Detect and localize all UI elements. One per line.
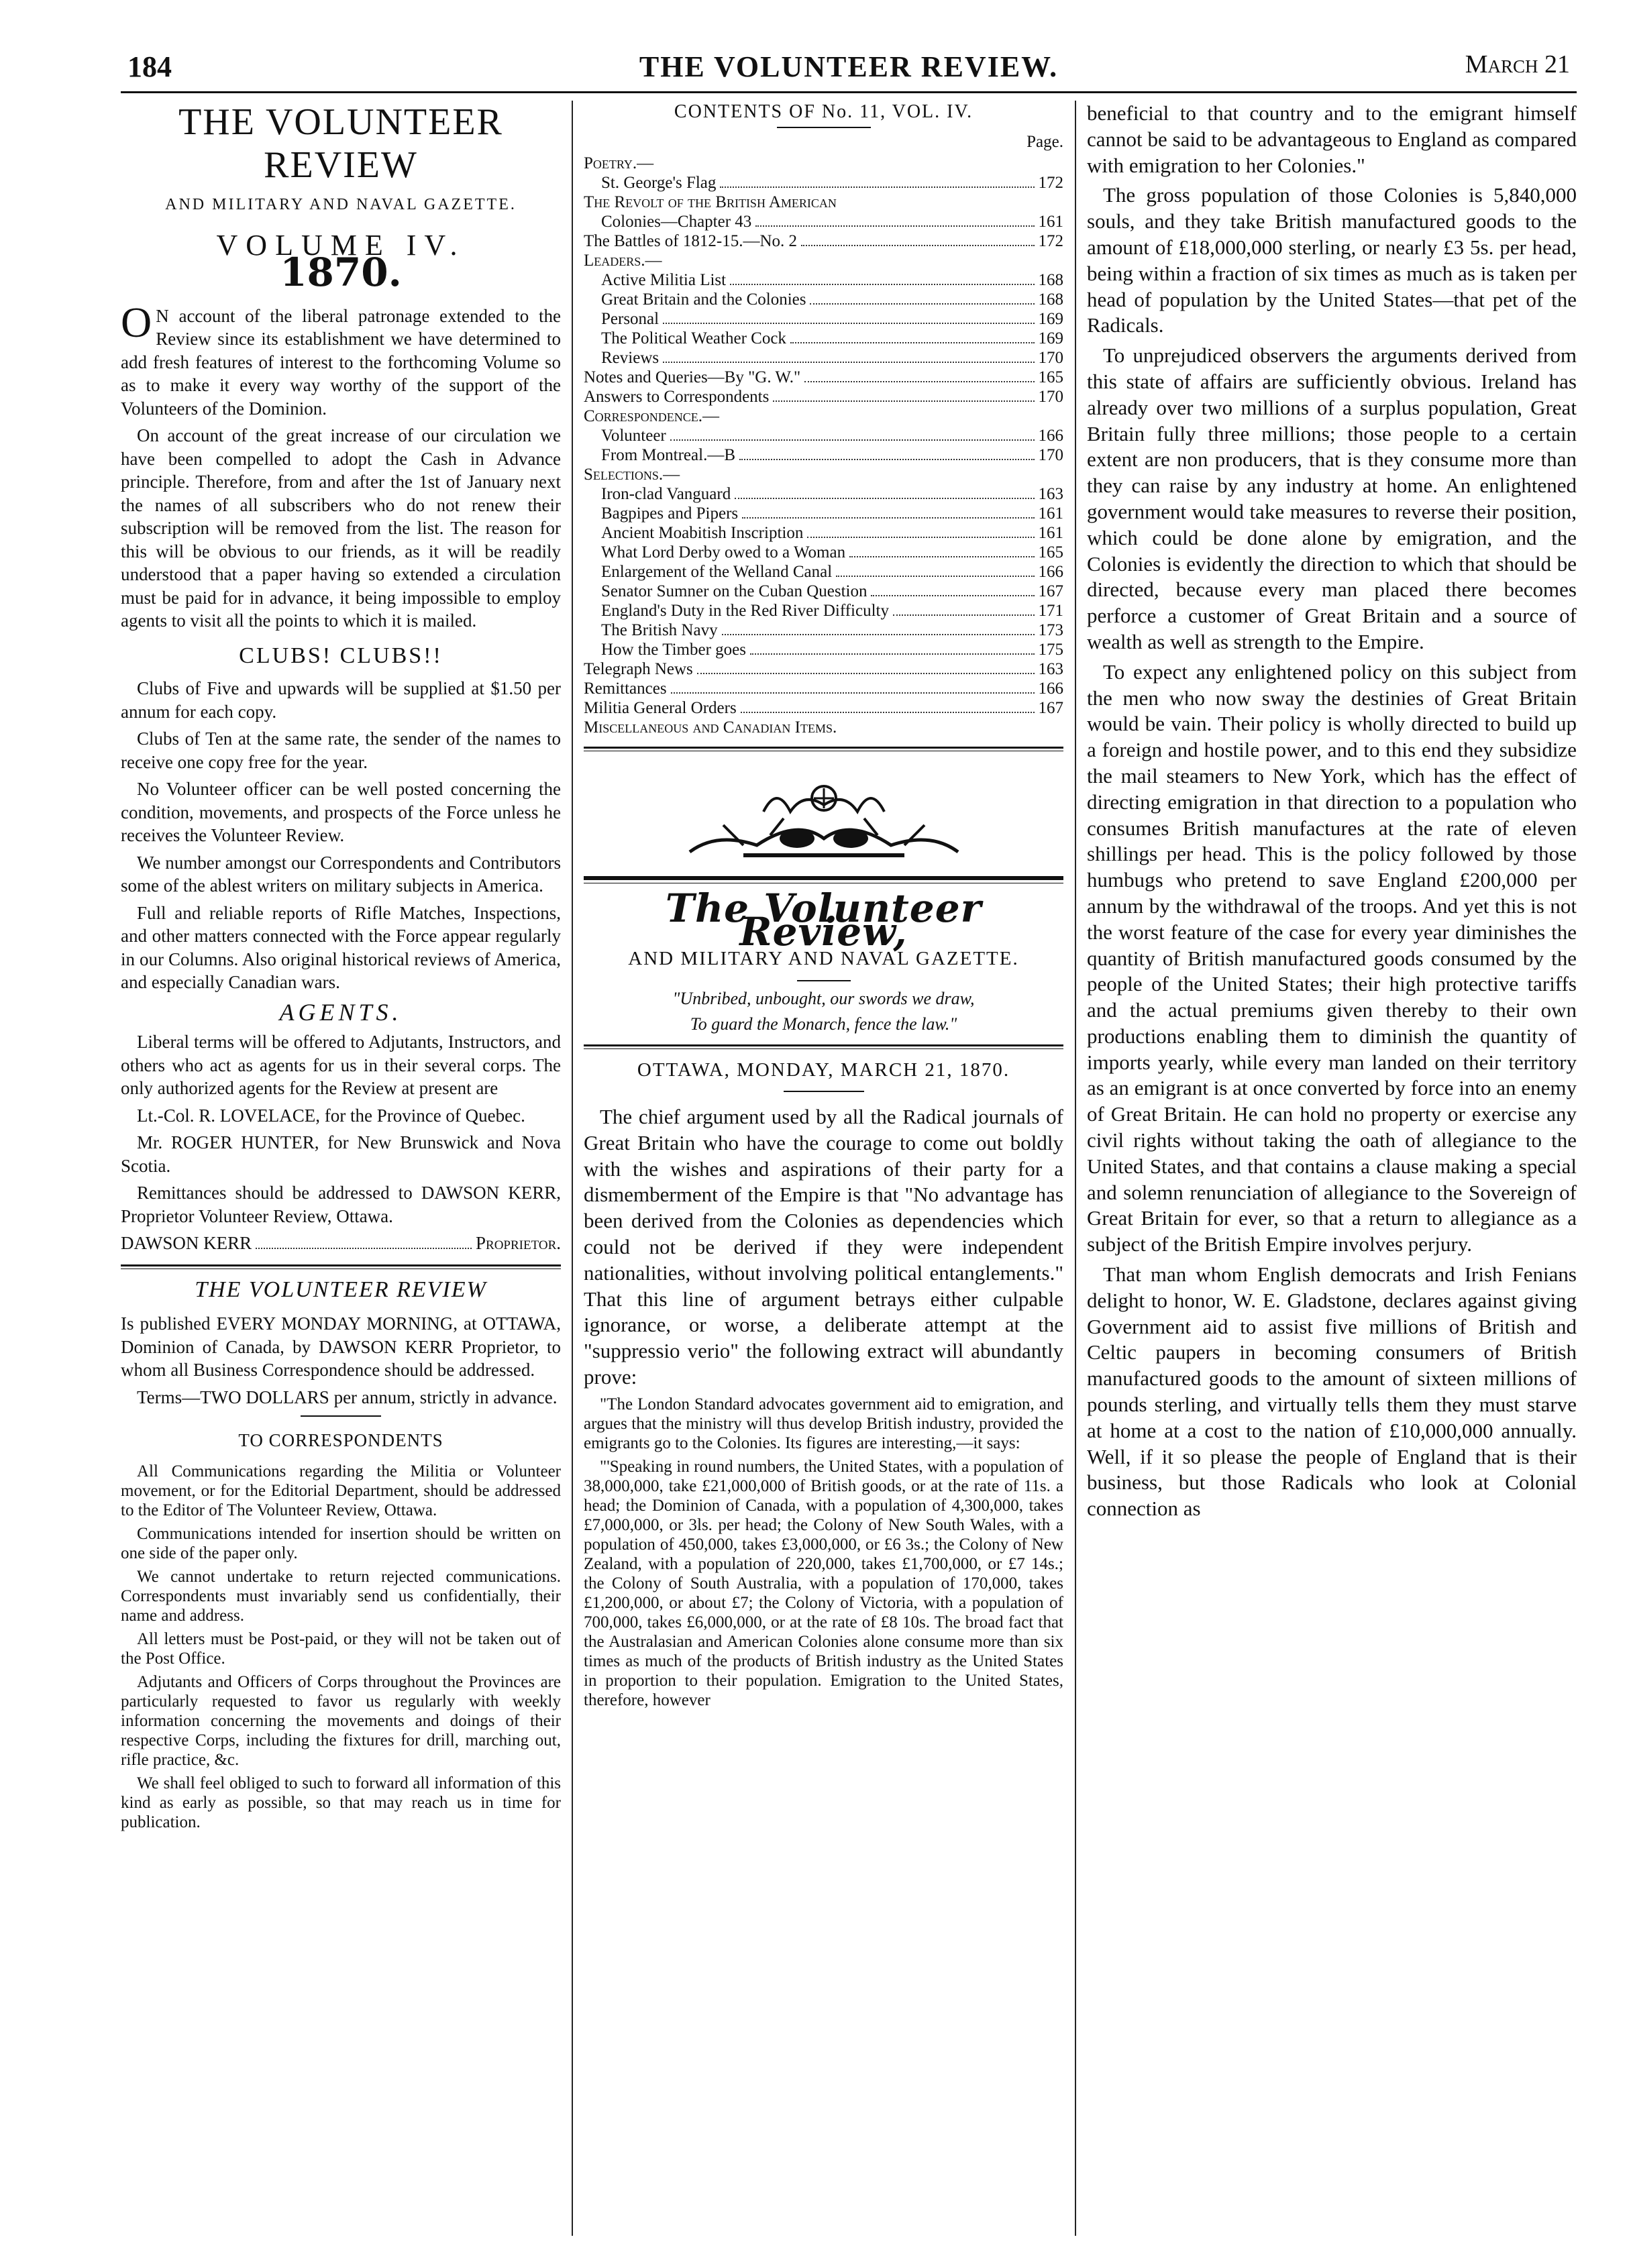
toc-page: 169 bbox=[1038, 329, 1063, 347]
toc-row bbox=[584, 426, 1063, 445]
toc-label: Active Militia List bbox=[601, 271, 727, 289]
toc-label: Enlargement of the Welland Canal bbox=[601, 563, 833, 581]
toc-row bbox=[584, 231, 1063, 251]
motto-line-1: "Unbribed, unbought, our swords we draw, bbox=[672, 988, 975, 1008]
toc-label: What Lord Derby owed to a Woman bbox=[601, 543, 846, 561]
article-quote: "'Speaking in round numbers, the United States, with a population of 38,000,000, take £21,000,000 of British goods, or at the rate of 11s. a head; the Dominion of Canada, with a population of 4,300,000, takes £7,000,000, or 3ls. per head; the Colony of New South Wales, with a population of 450,000, takes £3,000,000, or £6 3s.; the Colony of New Zealand, with a population of 220,000, takes £1,700,000, or £7 14s.; the Colony of South Australia, with a population of 170,000, takes £1,200,000, or about £7; the Colony of Victoria, with a population of 700,000, takes £6,000,000, or at the rate of £8 10s. The broad fact that the Australasian and American Colonies alone consume more than six times as much of the products of British industry as the United States in proportion to their population. Emigration to the United States, therefore, however bbox=[584, 1457, 1063, 1709]
toc-page: 165 bbox=[1038, 368, 1063, 386]
toc-label: How the Timber goes bbox=[601, 641, 746, 659]
toc-row bbox=[584, 173, 1063, 193]
toc-label: Reviews bbox=[601, 349, 660, 367]
toc-row bbox=[584, 368, 1063, 387]
toc-row bbox=[584, 309, 1063, 329]
article-paragraph: The chief argument used by all the Radical journals of Great Britain who have the courage to come out boldly with the wishes and aspirations of their party for a dismemberment of the Empire is that "No advantage has been derived from the Colonies as dependencies which could not be derived if they were independent nationalities, without involving political entanglements." That this line of argument betrays either culpable ignorance, or worse, a deliberate attempt at the "suppressio verio" the following extract will abundantly prove: bbox=[584, 1105, 1063, 1389]
toc-leader bbox=[836, 562, 1034, 577]
toc-row bbox=[584, 484, 1063, 504]
toc-label: Poetry.— bbox=[584, 154, 654, 172]
toc-leader bbox=[663, 309, 1034, 324]
toc-label: Colonies—Chapter 43 bbox=[601, 213, 752, 231]
short-divider bbox=[784, 1091, 864, 1092]
toc-page: 166 bbox=[1038, 427, 1063, 445]
toc-label: Miscellaneous and Canadian Items. bbox=[584, 718, 837, 737]
agents-paragraph: Remittances should be addressed to DAWSON KERR, Proprietor Volunteer Review, Ottawa. bbox=[121, 1183, 561, 1226]
toc-page: 161 bbox=[1038, 213, 1063, 231]
toc-page: 163 bbox=[1038, 485, 1063, 503]
toc-page: 165 bbox=[1038, 543, 1063, 561]
toc-leader bbox=[697, 659, 1035, 674]
intro-paragraph: O N account of the liberal patronage extended to the Review since its establishment we have determined to add fresh features of interest to the forthcoming Volume so as to make it every way worthy of the support of the Volunteers of the Dominion. bbox=[121, 298, 561, 419]
agents-paragraph: Lt.-Col. R. LOVELACE, for the Province of Quebec. bbox=[137, 1105, 525, 1126]
correspondents-heading: TO CORRESPONDENTS bbox=[238, 1430, 443, 1450]
toc-label: Volunteer bbox=[601, 427, 666, 445]
toc-page: 169 bbox=[1038, 310, 1063, 328]
toc-label: St. George's Flag bbox=[601, 174, 717, 192]
drop-cap: O bbox=[121, 298, 152, 346]
toc-label: Correspondence.— bbox=[584, 407, 719, 425]
toc-label: Militia General Orders bbox=[584, 699, 737, 717]
toc-leader bbox=[720, 173, 1034, 188]
toc-row bbox=[584, 270, 1063, 290]
table-of-contents bbox=[584, 154, 1063, 737]
clubs-heading: CLUBS! CLUBS!! bbox=[239, 643, 443, 668]
toc-leader bbox=[741, 698, 1035, 713]
toc-label: From Montreal.—B bbox=[601, 446, 735, 464]
toc-leader bbox=[893, 601, 1035, 616]
short-divider bbox=[797, 980, 851, 981]
article-paragraph: To expect any enlightened policy on this subject from the men who now sway the destinies of Great Britain would be vain. Their policy is wholly directed to build up a foreign and hostile power, and to this end they subsidize the mail steamers to New York, which has the effect of directing emigration in that direction to a population who consumes British manufactures at the rate of eleven shillings per head. This is the policy followed by those humbugs who pretend to save England £200,000 per annum by the withdrawal of the troops. And yet this is not the worst feature of the case for every year diminishes the quantity of British manufactured goods consumed by the people of the United States; their high protective tariffs and the actual premiums given thereby to their own productions enabling them to diminish the quantity of imports yearly, while every man landed on their territory as an emigrant is at once converted by force into an enemy of Great Britain. He can hold no property or exercise any civil rights without taking the oath of allegiance to the United States, and that contains a clause making a special and solemn renunciation of allegiance to the Sovereign of Great Britain for ever, so that a return to allegiance as a subject of the British Empire involves perjury. bbox=[1087, 659, 1577, 1256]
nameplate: The Volunteer Review, bbox=[665, 885, 982, 955]
correspondents-paragraph: We shall feel obliged to such to forward all information of this kind as early as possible, so that may reach us in time for publication. bbox=[121, 1774, 561, 1831]
toc-label: England's Duty in the Red River Difficulty bbox=[601, 602, 889, 620]
review-heading: THE VOLUNTEER REVIEW bbox=[195, 1277, 487, 1302]
toc-leader bbox=[722, 620, 1035, 635]
correspondents-paragraph: We cannot undertake to return rejected communications. Correspondents must invariably send us confidentially, their name and address. bbox=[121, 1567, 561, 1625]
clubs-paragraph: Clubs of Five and upwards will be supplied at $1.50 per annum for each copy. bbox=[121, 678, 561, 722]
toc-leader bbox=[810, 290, 1034, 305]
article-paragraph: beneficial to that country and to the emigrant himself cannot be said to be advantageous to England as compared with emigration to her Colonies." bbox=[1087, 101, 1577, 177]
correspondents-paragraph: Communications intended for insertion should be written on one side of the paper only. bbox=[121, 1524, 561, 1562]
toc-row bbox=[584, 601, 1063, 620]
contents-page-label: Page. bbox=[1027, 132, 1063, 151]
toc-row bbox=[584, 562, 1063, 582]
column-rule bbox=[572, 101, 573, 2236]
toc-leader bbox=[670, 426, 1035, 441]
agents-paragraph: Liberal terms will be offered to Adjutants, Instructors, and others who act as agents for us in their several corps. The only authorized agents for the Review at present are bbox=[121, 1032, 561, 1098]
toc-page: 170 bbox=[1038, 349, 1063, 367]
clubs-paragraph: We number amongst our Correspondents and Contributors some of the ablest writers on military subjects in America. bbox=[121, 852, 561, 896]
toc-page: 166 bbox=[1038, 563, 1063, 581]
article-quote: "The London Standard advocates government aid to emigration, and argues that the ministry will thus develop British industry, provided the emigrants go to the Colonies. Its figures are interesting,—it says: bbox=[584, 1395, 1063, 1452]
motto-line-2: To guard the Monarch, fence the law." bbox=[690, 1014, 957, 1034]
toc-label: Selections.— bbox=[584, 466, 680, 484]
publishing-notice: Is published EVERY MONDAY MORNING, at OTTAWA, Dominion of Canada, by DAWSON KERR Proprietor, to whom all Business Correspondence should be addressed. bbox=[121, 1313, 561, 1380]
article-paragraph: That man whom English democrats and Irish Fenians delight to honor, W. E. Gladstone, declares against giving Government aid to assist five millions of British and Celtic paupers in becoming consumers of British manufactured goods to the amount of sixteen millions of pounds sterling, and virtually tells them they must starve at home at a cost to the nation of £10,000,000 annually. Well, if it so please the people of England that is their business, but those Radicals who look at Colonial connection as bbox=[1087, 1262, 1577, 1521]
toc-page: 167 bbox=[1038, 582, 1063, 600]
volume-heading: VOLUME IV. bbox=[216, 228, 466, 262]
toc-leader bbox=[871, 582, 1034, 596]
toc-page: 166 bbox=[1038, 680, 1063, 698]
toc-leader bbox=[663, 348, 1034, 363]
section-divider bbox=[584, 747, 1063, 751]
toc-label: Senator Sumner on the Cuban Question bbox=[601, 582, 867, 600]
correspondents-paragraph: All Communications regarding the Militia or Volunteer movement, or for the Editorial Department, should be addressed to the Editor of The Volunteer Review, Ottawa. bbox=[121, 1462, 561, 1519]
toc-page: 170 bbox=[1038, 388, 1063, 406]
clubs-paragraph: No Volunteer officer can be well posted concerning the condition, movements, and prospects of the Force unless he receives the Volunteer Review. bbox=[121, 779, 561, 845]
toc-row bbox=[584, 212, 1063, 231]
toc-page: 173 bbox=[1038, 621, 1063, 639]
short-divider bbox=[301, 1415, 381, 1417]
agents-heading: AGENTS. bbox=[279, 998, 403, 1026]
page-number: 184 bbox=[127, 50, 172, 83]
toc-row bbox=[584, 698, 1063, 718]
toc-leader bbox=[801, 231, 1034, 246]
running-title: THE VOLUNTEER REVIEW. bbox=[639, 50, 1059, 83]
column-1 bbox=[121, 101, 561, 2241]
toc-page: 167 bbox=[1038, 699, 1063, 717]
correspondents-paragraph: Adjutants and Officers of Corps throughout the Provinces are particularly requested to favor us regularly with weekly information concerning the movements and doings of their respective Corps, including the fixtures for drill, marching out, rifle practice, &c. bbox=[121, 1672, 561, 1769]
toc-row bbox=[584, 582, 1063, 601]
toc-row bbox=[584, 640, 1063, 659]
toc-label: The British Navy bbox=[601, 621, 718, 639]
toc-leader bbox=[807, 523, 1034, 538]
toc-row bbox=[584, 465, 1063, 484]
toc-row bbox=[584, 620, 1063, 640]
toc-page: 170 bbox=[1038, 446, 1063, 464]
toc-row bbox=[584, 251, 1063, 270]
toc-page: 172 bbox=[1038, 232, 1063, 250]
crest-ornament-icon bbox=[663, 771, 985, 872]
dateline: OTTAWA, MONDAY, MARCH 21, 1870. bbox=[637, 1059, 1010, 1081]
toc-page: 168 bbox=[1038, 271, 1063, 289]
toc-label: Remittances bbox=[584, 680, 667, 698]
advance-paragraph: On account of the great increase of our circulation we have been compelled to adopt the Cash in Advance principle. Therefore, from and after the 1st of January next the names of all subscribers who do not renew their subscription will be removed from the list. The reason for this will be obvious to our friends, as it will be readily understood that a paper having so extended a circulation must be paid for in advance, it being impossible to employ agents to visit all the points to which it is mailed. bbox=[121, 425, 561, 631]
toc-label: The Revolt of the British American bbox=[584, 193, 837, 211]
toc-leader bbox=[739, 445, 1035, 460]
section-divider bbox=[584, 1044, 1063, 1049]
toc-page: 168 bbox=[1038, 290, 1063, 309]
toc-leader bbox=[730, 270, 1034, 285]
running-date: March 21 bbox=[1465, 50, 1570, 78]
toc-row bbox=[584, 407, 1063, 426]
toc-row bbox=[584, 679, 1063, 698]
clubs-paragraph: Full and reliable reports of Rifle Matches, Inspections, and other matters connected with the Force appear regularly in our Columns. Also original historical reviews of America, and especially Canadian wars. bbox=[121, 902, 561, 992]
toc-leader bbox=[671, 679, 1035, 694]
toc-row bbox=[584, 154, 1063, 173]
toc-label: Leaders.— bbox=[584, 252, 662, 270]
toc-leader bbox=[755, 212, 1034, 227]
toc-row bbox=[584, 523, 1063, 543]
year-heading: 1870. bbox=[280, 250, 402, 295]
masthead bbox=[121, 44, 1577, 93]
toc-row bbox=[584, 718, 1063, 737]
terms-notice: Terms—TWO DOLLARS per annum, strictly in advance. bbox=[137, 1387, 558, 1407]
column-rule bbox=[1075, 101, 1076, 2236]
toc-row bbox=[584, 504, 1063, 523]
clubs-paragraph: Clubs of Ten at the same rate, the sender of the names to receive one copy free for the year. bbox=[121, 728, 561, 772]
nameplate-subtitle: AND MILITARY AND NAVAL GAZETTE. bbox=[628, 948, 1019, 969]
toc-label: Telegraph News bbox=[584, 660, 693, 678]
toc-page: 172 bbox=[1038, 174, 1063, 192]
toc-page: 161 bbox=[1038, 504, 1063, 523]
agents-paragraph: Mr. ROGER HUNTER, for New Brunswick and Nova Scotia. bbox=[121, 1132, 561, 1176]
toc-label: The Battles of 1812-15.—No. 2 bbox=[584, 232, 798, 250]
toc-row bbox=[584, 193, 1063, 212]
toc-leader bbox=[773, 387, 1034, 402]
ornament-rule bbox=[584, 876, 1063, 880]
proprietor-line: DAWSON KERR Proprietor. bbox=[121, 1233, 561, 1253]
toc-page: 171 bbox=[1038, 602, 1063, 620]
toc-label: Bagpipes and Pipers bbox=[601, 504, 739, 523]
section-divider bbox=[121, 1264, 561, 1269]
toc-label: The Political Weather Cock bbox=[601, 329, 786, 347]
toc-row bbox=[584, 348, 1063, 368]
toc-label: Iron-clad Vanguard bbox=[601, 485, 731, 503]
toc-row bbox=[584, 387, 1063, 407]
toc-row bbox=[584, 543, 1063, 562]
short-divider bbox=[777, 127, 871, 128]
toc-row bbox=[584, 659, 1063, 679]
toc-label: Answers to Correspondents bbox=[584, 388, 770, 406]
article-paragraph: The gross population of those Colonies is 5,840,000 souls, and they take British manufactured goods to the amount of £18,000,000 sterling, or nearly £3 5s. per head, being within a fraction of six times as much as is taken per head of population by the United States—that pet of the Radicals. bbox=[1087, 183, 1577, 337]
article-paragraph: To unprejudiced observers the arguments derived from this state of affairs are sufficiently obvious. Ireland has already over two millions of a surplus population, Great Britain fully three millions; those people to a certain extent are non producers, that is they consume more than they can raise by any industry at home. An enlightened government would take measures to reverse their position, which could be done alone by emigration, and the Colonies is evidently the direction to which that should be directed, because every man placed there becomes perforce a customer of Great Britain and a source of wealth as well as strength to the Empire. bbox=[1087, 343, 1577, 653]
column-3 bbox=[1087, 101, 1577, 2241]
toc-leader bbox=[735, 484, 1034, 499]
toc-leader bbox=[750, 640, 1035, 655]
contents-title: CONTENTS OF No. 11, VOL. IV. bbox=[674, 101, 974, 122]
toc-page: 175 bbox=[1038, 641, 1063, 659]
toc-label: Personal bbox=[601, 310, 660, 328]
toc-label: Notes and Queries—By "G. W." bbox=[584, 368, 801, 386]
toc-page: 163 bbox=[1038, 660, 1063, 678]
toc-row bbox=[584, 445, 1063, 465]
toc-leader bbox=[790, 329, 1035, 343]
toc-label: Ancient Moabitish Inscription bbox=[601, 524, 804, 542]
correspondents-paragraph: All letters must be Post-paid, or they will not be taken out of the Post Office. bbox=[121, 1629, 561, 1668]
toc-leader bbox=[849, 543, 1034, 557]
toc-row bbox=[584, 329, 1063, 348]
column-2 bbox=[584, 101, 1063, 2241]
toc-leader bbox=[742, 504, 1034, 519]
publication-title: THE VOLUNTEER REVIEW bbox=[178, 101, 503, 186]
toc-label: Great Britain and the Colonies bbox=[601, 290, 806, 309]
toc-leader bbox=[804, 368, 1034, 382]
toc-row bbox=[584, 290, 1063, 309]
publication-subtitle: AND MILITARY AND NAVAL GAZETTE. bbox=[165, 196, 517, 213]
toc-page: 161 bbox=[1038, 524, 1063, 542]
